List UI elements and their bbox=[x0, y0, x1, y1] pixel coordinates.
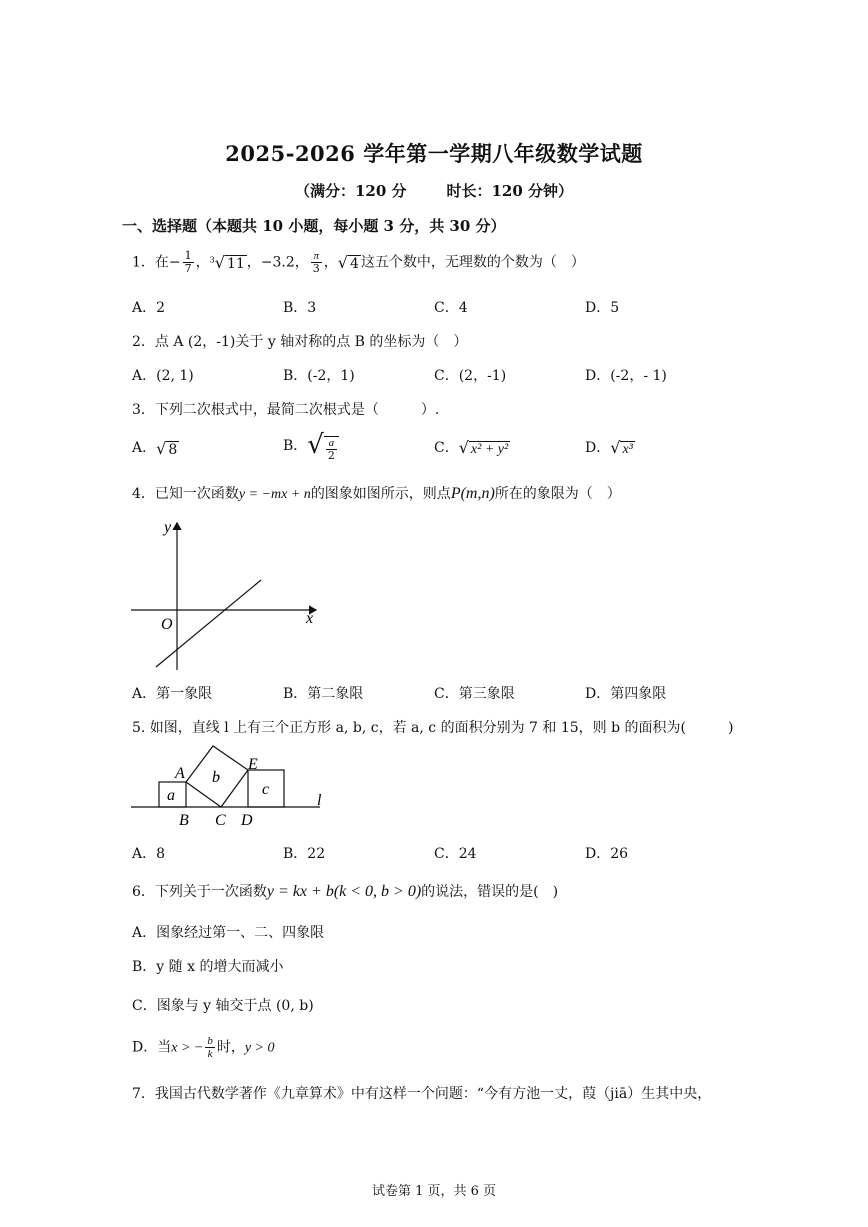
full-score: （满分：120 分 bbox=[294, 182, 407, 200]
label-E: E bbox=[248, 756, 258, 773]
cube-root-11: $^3$√ 11 bbox=[209, 253, 245, 272]
label-C: C bbox=[215, 812, 226, 829]
label-c: c bbox=[262, 781, 270, 798]
q6-option-a[interactable]: A．图象经过第一、二、四象限 bbox=[132, 925, 325, 941]
label-D: D bbox=[241, 812, 253, 829]
q4-option-d[interactable]: D．第四象限 bbox=[585, 686, 667, 702]
question-2: 2．点 A (2，-1)关于 y 轴对称的点 B 的坐标为（ ） bbox=[132, 334, 468, 350]
q2-option-a[interactable]: A．(2, 1) bbox=[132, 368, 194, 384]
q4-graph bbox=[128, 515, 323, 675]
label-B: B bbox=[179, 812, 189, 829]
q5-option-a[interactable]: A．8 bbox=[132, 846, 166, 862]
q4-option-b[interactable]: B．第二象限 bbox=[283, 686, 364, 702]
q5-option-b[interactable]: B．22 bbox=[283, 846, 326, 862]
q5-option-d[interactable]: D．26 bbox=[585, 846, 629, 862]
page-footer: 试卷第 1 页，共 6 页 bbox=[371, 1184, 497, 1199]
q1-option-a[interactable]: A．2 bbox=[132, 300, 166, 316]
q1-option-b[interactable]: B．3 bbox=[283, 300, 317, 316]
q1-option-c[interactable]: C．4 bbox=[434, 300, 468, 316]
q1-option-d[interactable]: D．5 bbox=[585, 300, 620, 316]
page-title: 2025-2026 学年第一学期八年级数学试题 bbox=[225, 141, 643, 166]
y-axis-label: y bbox=[164, 519, 172, 536]
q2-option-b[interactable]: B．(-2，1) bbox=[283, 368, 355, 384]
label-a: a bbox=[167, 787, 175, 804]
duration: 时长：120 分钟） bbox=[446, 182, 574, 200]
section-heading: 一、选择题（本题共 10 小题，每小题 3 分，共 30 分） bbox=[122, 217, 506, 235]
q5-figure bbox=[128, 742, 333, 830]
label-A: A bbox=[175, 765, 185, 782]
question-1: 1．在− $\frac{1}{7}$ ，$^3$√ 11 ，−3.2， $\frac{\pi}{3}$ ，√ 4 这五个数中，无理数的个数为（ ） bbox=[132, 249, 585, 275]
q6-option-c[interactable]: C．图象与 y 轴交于点 (0, b) bbox=[132, 998, 314, 1014]
q2-option-d[interactable]: D．(-2，- 1) bbox=[585, 368, 667, 384]
exam-info bbox=[0, 180, 868, 201]
question-4: 4．已知一次函数y = −mx + n的图象如图所示，则点P(m,n)所在的象限为（ ） bbox=[132, 485, 621, 502]
q4-option-c[interactable]: C．第三象限 bbox=[434, 686, 515, 702]
origin-label: O bbox=[161, 616, 173, 633]
x-axis-label: x bbox=[306, 610, 314, 627]
fraction-one-seventh: $\frac{1}{7}$ bbox=[184, 249, 192, 275]
question-6: 6．下列关于一次函数y = kx + b(k < 0, b > 0)的说法，错误的是( ) bbox=[132, 883, 559, 900]
question-3: 3．下列二次根式中，最简二次根式是（ ）. bbox=[132, 402, 440, 418]
question-7: 7．我国古代数学著作《九章算术》中有这样一个问题：“今有方池一丈，葭（jiā）生其中央， bbox=[132, 1086, 712, 1102]
question-5: 5. 如图，直线 l 上有三个正方形 a, b, c，若 a, c 的面积分别为 7 和 15，则 b 的面积为( ) bbox=[132, 720, 734, 736]
label-b: b bbox=[212, 769, 220, 786]
q6-option-d[interactable]: D．当x > − $\frac{b}{k}$ 时，y > 0 bbox=[132, 1035, 275, 1060]
q4-option-a[interactable]: A．第一象限 bbox=[132, 686, 213, 702]
q5-option-c[interactable]: C．24 bbox=[434, 846, 477, 862]
q3-option-b[interactable]: B．√ $\frac{a}{2}$ bbox=[283, 430, 339, 462]
label-l: l bbox=[317, 792, 322, 809]
q6-option-b[interactable]: B．y 随 x 的增大而减小 bbox=[132, 959, 284, 975]
sqrt-4: √ 4 bbox=[337, 253, 359, 272]
q3-option-d[interactable]: D．√ x³ bbox=[585, 438, 633, 457]
q3-option-a[interactable]: A．√ 8 bbox=[132, 438, 178, 458]
q2-option-c[interactable]: C．(2，-1) bbox=[434, 368, 507, 384]
q3-option-c[interactable]: C．√ x² + y² bbox=[434, 438, 509, 457]
fraction-pi-third: $\frac{\pi}{3}$ bbox=[312, 250, 320, 275]
